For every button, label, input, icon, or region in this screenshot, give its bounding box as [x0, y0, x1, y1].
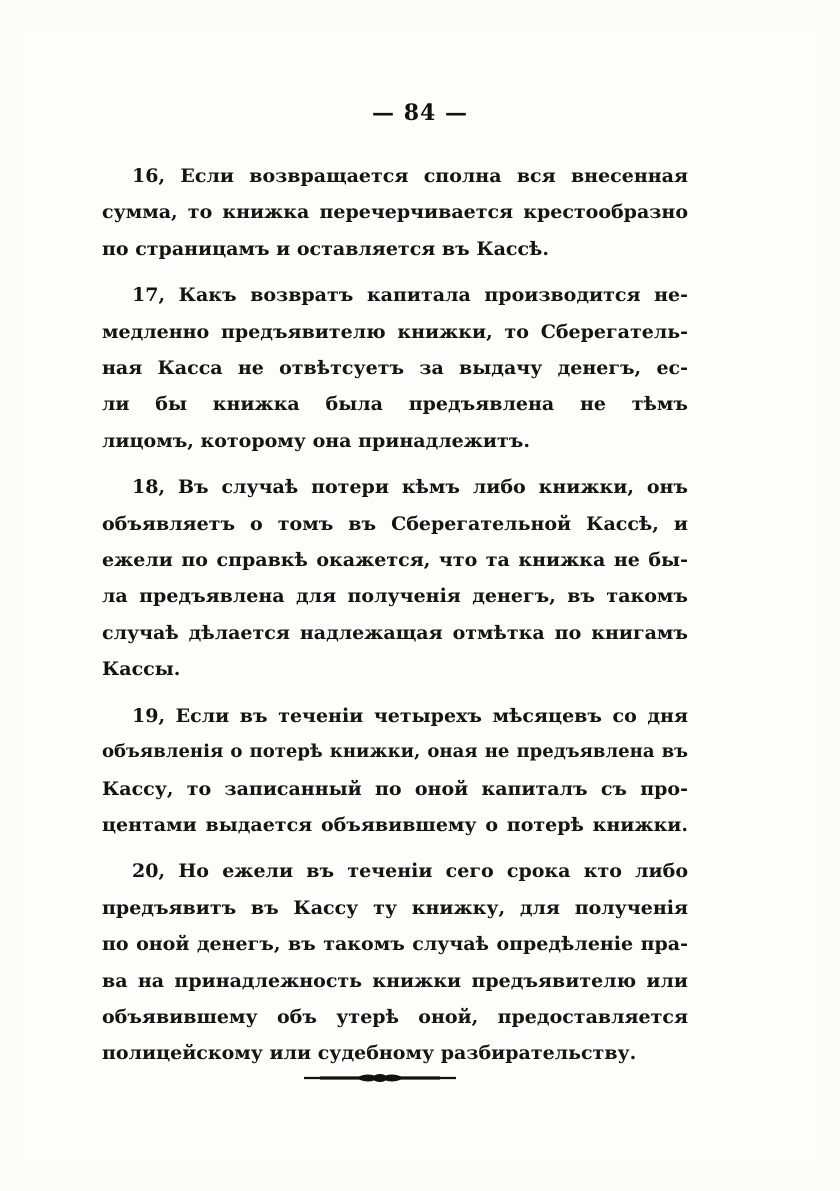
paragraph-19 — [102, 698, 688, 844]
text-line: ла предъявлена для полученія денегъ, въ такомъ — [102, 585, 688, 608]
text-line: случаѣ дѣлается надлежащая отмѣтка по книгамъ — [102, 621, 688, 644]
paragraph-17 — [102, 277, 688, 459]
page-number: — 84 — — [372, 100, 468, 126]
text-line: 18, Въ случаѣ потери кѣмъ либо книжки, онъ — [132, 476, 688, 499]
text-line: 19, Если въ теченіи четырехъ мѣсяцевъ со дня — [132, 704, 688, 727]
text-line: объявляетъ о томъ въ Сберегательной Кассѣ, и — [102, 512, 688, 535]
text-line: объявившему объ утерѣ оной, предоставляется — [102, 1005, 688, 1028]
text-line: ва на принадлежность книжки предъявителю или — [102, 969, 688, 992]
text-line: по оной денегъ, въ такомъ случаѣ опредѣленіе пра- — [102, 933, 688, 956]
text-line: ежели по справкѣ окажется, что та книжка не бы- — [102, 549, 688, 572]
paragraph-16 — [102, 158, 688, 267]
paragraph-18 — [102, 469, 688, 687]
text-line: полицейскому или судебному разбирательству. — [102, 1042, 637, 1065]
text-line: Кассу, то записанный по оной капиталъ съ про- — [102, 777, 688, 800]
body-text — [102, 158, 688, 1072]
text-line: ная Касса не отвѣтсуетъ за выдачу денегъ, ес- — [102, 357, 688, 380]
text-line: 17, Какъ возвратъ капитала производится не- — [132, 284, 688, 307]
text-line: ли бы книжка была предъявлена не тѣмъ — [102, 393, 688, 416]
text-line: 20, Но ежели въ теченіи сего срока кто либо — [132, 860, 688, 883]
text-line: лицомъ, которому она принадлежитъ. — [102, 429, 530, 452]
text-line: объявленія о потерѣ книжки, оная не предъявлена въ — [102, 741, 688, 763]
text-line: сумма, то книжка перечерчивается крестообразно — [102, 201, 688, 224]
text-line: центами выдается объявившему о потерѣ книжки. — [102, 813, 688, 836]
text-line: медленно предъявителю книжки, то Сберегатель- — [102, 320, 688, 343]
paragraph-20 — [102, 853, 688, 1071]
text-line: по страницамъ и оставляется въ Кассѣ. — [102, 237, 550, 260]
text-line: 16, Если возвращается сполна вся внесенная — [132, 165, 688, 187]
text-line: Кассы. — [102, 658, 181, 681]
text-line: предъявитъ въ Кассу ту книжку, для полученія — [102, 896, 688, 919]
end-ornament-icon — [300, 1068, 460, 1088]
